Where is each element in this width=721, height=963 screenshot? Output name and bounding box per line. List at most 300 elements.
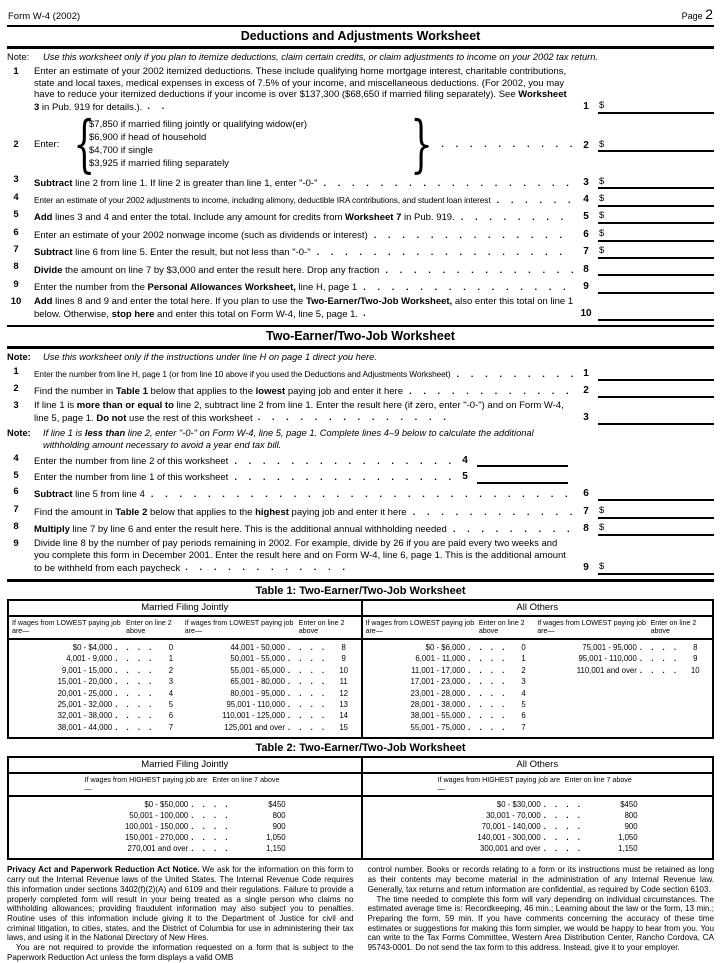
dot-leader [115, 710, 154, 721]
dot-leader [413, 507, 574, 519]
dot-leader [288, 676, 327, 687]
line-entry [453, 470, 568, 484]
dw-line-2-amount-field[interactable] [598, 137, 714, 152]
dw-line-7 [7, 244, 714, 259]
wage-range: 55,001 - 75,000 [410, 722, 466, 732]
spacer [366, 776, 438, 793]
wage-range: 50,001 - 55,000 [230, 654, 285, 664]
dot-leader [468, 710, 507, 721]
line-number: 3 [13, 400, 19, 412]
table-row [12, 710, 185, 721]
table1-others-header: All Others [363, 601, 713, 617]
privacy-right-column [368, 865, 715, 962]
table-row [12, 699, 185, 710]
te-line-7-amount-field[interactable] [598, 504, 714, 519]
dw-line-3 [7, 174, 714, 189]
table2-married-filing-jointly [9, 758, 361, 858]
table1-column-headers [363, 617, 713, 640]
line-entry [453, 453, 568, 467]
entry-line-number: 7 [583, 505, 589, 517]
wages-column-header: If wages from HIGHEST paying job are— [84, 776, 208, 793]
table-row [363, 832, 713, 843]
line-entry [574, 504, 714, 519]
dollar-sign: $ [599, 504, 605, 516]
dw-line-3-amount-field[interactable] [598, 174, 714, 189]
table-row [185, 699, 358, 710]
dw-line-9-value-field[interactable] [598, 279, 714, 294]
dot-leader [115, 722, 154, 733]
te-line-6 [7, 486, 714, 501]
allowance-value: 1 [168, 654, 174, 664]
dw-line-4 [7, 192, 714, 207]
line-entry [574, 137, 714, 152]
table-row [12, 642, 185, 653]
table-row [185, 710, 358, 721]
dw-line-9 [7, 279, 714, 294]
dot-leader [115, 653, 154, 664]
line-number: 9 [13, 538, 19, 550]
line-text: Find the number in Table 1 below that applies to the lowest paying job and enter it here . . . [25, 386, 574, 398]
wage-range: 15,001 - 20,000 [57, 677, 113, 687]
entry-line-number: 1 [583, 367, 589, 379]
withholding-amount: 1,150 [618, 844, 638, 854]
dollar-sign: $ [599, 210, 605, 222]
line-text: Subtract line 6 from line 5. Enter the result, but not less than "-0-" . . . [25, 247, 574, 259]
dot-leader [427, 139, 574, 149]
wage-range: 32,001 - 38,000 [57, 711, 113, 721]
allowance-value: 4 [521, 688, 526, 698]
dot-leader [115, 699, 154, 710]
wage-range: 6,001 - 11,000 [415, 654, 466, 664]
line-entry [574, 227, 714, 242]
wages-column-header: If wages from HIGHEST paying job are— [437, 776, 561, 793]
allowance-value: 3 [521, 677, 526, 687]
table-row [537, 665, 709, 676]
table-row [12, 688, 185, 699]
dollar-sign: $ [599, 138, 605, 150]
wage-range: 65,001 - 80,000 [230, 677, 285, 687]
entry-line-number: 1 [583, 101, 589, 113]
allowance-value: 2 [168, 665, 174, 675]
enter-column-header: Enter on line 7 above [564, 776, 632, 785]
table2-column-headers [9, 774, 361, 797]
privacy-paragraph: Privacy Act and Paperwork Reduction Act Notice. We ask for the information on this form to carry out the Internal Revenue laws of the United States. The Internal Revenue Code requires this information under sections 3402(f)(2)(A) and 6109 and their regulations. Failure to provide a properly completed form will result in your being treated as a single person who claims no withholding allowances; providing fraudulent information may also subject you to penalties. Routine uses of this information include giving it to the Department of Justice for civil and criminal litigation, to cities, states, and the District of Columbia for use in administering their tax laws, and using it in the National Directory of New Hires. [7, 865, 354, 943]
allowance-value: 4 [168, 688, 174, 698]
spacer [12, 776, 85, 793]
te-line-2-value-field[interactable] [598, 383, 714, 398]
two-earner-note [7, 352, 714, 364]
table-row [9, 821, 361, 832]
dot-leader [288, 699, 327, 710]
dot-leader [468, 722, 507, 733]
wage-range: 55,001 - 65,000 [230, 665, 285, 675]
te-line-6-value-field[interactable] [598, 486, 714, 501]
allowance-value: 7 [521, 722, 526, 732]
table-row [185, 676, 358, 687]
table-row [12, 676, 185, 687]
te-line-9-amount-field[interactable] [598, 560, 714, 575]
table1 [7, 599, 714, 739]
line-entry [574, 192, 714, 207]
line-number: 10 [10, 296, 22, 308]
allowance-value: 2 [521, 665, 526, 675]
line-entry [574, 486, 714, 501]
table-row [537, 642, 709, 653]
deductions-worksheet-title: Deductions and Adjustments Worksheet [7, 25, 714, 49]
enter-column-header: Enter on line 2 above [126, 618, 172, 636]
dw-line-1 [7, 66, 714, 114]
entry-line-number: 6 [583, 488, 589, 500]
entry-line-number: 8 [583, 263, 589, 275]
two-earner-worksheet-title: Two-Earner/Two-Job Worksheet [7, 325, 714, 349]
table-row [185, 642, 358, 653]
line-text: Add lines 3 and 4 and enter the total. Include any amount for credits from Worksheet 7 in Pub. 919. . . . [25, 212, 574, 224]
table1-others-col2 [537, 642, 709, 733]
withholding-amount: 900 [272, 822, 286, 832]
wage-range: 38,001 - 55,000 [410, 711, 466, 721]
dw-line-8 [7, 261, 714, 276]
table1-mfj-body [9, 640, 361, 737]
wage-range: 4,001 - 9,000 [66, 654, 113, 664]
table2-others-body [363, 797, 713, 858]
dot-leader [544, 832, 582, 843]
dot-leader [468, 688, 507, 699]
wage-range: $0 - $30,000 [496, 800, 541, 810]
privacy-left-column [7, 865, 354, 962]
table-row [363, 810, 713, 821]
table-row [366, 642, 538, 653]
withholding-amount: $450 [268, 800, 286, 810]
dot-leader [468, 665, 507, 676]
allowance-value: 13 [339, 700, 349, 710]
line-text: Enter an estimate of your 2002 nonwage income (such as dividends or interest) . . . [25, 230, 574, 242]
line-number: 8 [13, 261, 19, 273]
line-text: Multiply line 7 by line 6 and enter the result here. This is the additional annual withholding needed . . . [25, 524, 574, 536]
dot-leader [288, 665, 327, 676]
dollar-sign: $ [599, 193, 605, 205]
table2-mfj-body [9, 797, 361, 858]
dollar-sign: $ [599, 561, 605, 572]
dot-leader [191, 799, 230, 810]
dot-leader [385, 265, 574, 277]
dot-leader [468, 676, 507, 687]
line-text: Enter an estimate of your 2002 adjustments to income, including alimony, deductible IRA contributions, and student loan interest . . . [25, 195, 574, 207]
table1-married-filing-jointly [9, 601, 361, 737]
line-number: 6 [13, 486, 19, 498]
allowance-value: 10 [339, 665, 349, 675]
dot-leader [409, 386, 574, 398]
left-brace: { [73, 107, 96, 181]
table-row [185, 688, 358, 699]
dot-leader [115, 688, 154, 699]
wage-range: 38,001 - 44,000 [57, 722, 113, 732]
dot-leader [544, 810, 582, 821]
dot-leader [115, 676, 154, 687]
wage-range: 17,001 - 23,000 [410, 677, 466, 687]
dot-leader [288, 642, 327, 653]
line-entry [574, 383, 714, 398]
wage-range: 44,001 - 50,000 [230, 642, 285, 652]
wage-range: 9,001 - 15,000 [61, 665, 113, 675]
dot-leader [453, 524, 574, 536]
dot-leader [288, 710, 327, 721]
wage-range: $0 - $4,000 [72, 642, 113, 652]
wage-range: 100,001 - 150,000 [124, 822, 189, 832]
entry-line-number: 10 [580, 308, 592, 319]
dot-leader [468, 653, 507, 664]
allowance-value: 11 [339, 677, 348, 687]
table-row [537, 653, 709, 664]
line-number: 4 [13, 453, 19, 465]
privacy-paragraph: control number. Books or records relating to a form or its instructions must be retained as long as their contents may become material in the administration of any Internal Revenue law. Generally, tax returns and return information are confidential, as required by Code section 6103. [367, 865, 714, 894]
table-row [366, 688, 538, 699]
table1-mfj-col2 [185, 642, 358, 733]
dw-line-2 [7, 107, 714, 181]
dollar-sign: $ [599, 175, 605, 187]
privacy-act-notice [7, 865, 714, 962]
wage-range: 270,001 and over [127, 844, 189, 854]
table-row [366, 676, 538, 687]
wages-column-header: If wages from LOWEST paying job are— [537, 618, 646, 636]
line-number: 1 [13, 365, 19, 377]
page-header [7, 4, 714, 25]
allowance-value: 1 [521, 654, 526, 664]
dot-leader [468, 699, 507, 710]
dot-leader [185, 562, 355, 572]
line-text: If line 1 is more than or equal to line 2, subtract line 2 from line 1. Enter the result here (if zero, enter "-0-") and on Form W-4, line 5, page 1. Do not use the rest of this worksheet . . . [25, 400, 574, 425]
wages-column-header: If wages from LOWEST paying job are— [365, 618, 475, 636]
dot-leader [147, 101, 173, 111]
dot-leader [457, 369, 574, 381]
line-entry [574, 244, 714, 259]
withholding-amount: 900 [624, 822, 638, 832]
allowance-value: 5 [521, 700, 526, 710]
table2-mfj-header: Married Filing Jointly [9, 758, 361, 774]
table-row [185, 722, 358, 733]
table2 [7, 756, 714, 860]
table1-column-headers [9, 617, 361, 640]
dot-leader [544, 843, 582, 854]
te-line-9 [7, 538, 714, 574]
allowance-value: 5 [168, 700, 174, 710]
dot-leader [317, 247, 574, 259]
table-row [12, 722, 185, 733]
dot-leader [497, 195, 574, 207]
entry-line-number: 9 [583, 281, 589, 293]
table1-others-body [363, 640, 713, 737]
wage-range: 23,001 - 28,000 [410, 688, 466, 698]
dw-line-5 [7, 209, 714, 224]
table2-column-headers [363, 774, 713, 797]
note-label: Note: [7, 351, 31, 362]
dot-leader [640, 642, 679, 653]
entry-line-number: 9 [583, 562, 589, 573]
withholding-amount: 1,150 [266, 844, 286, 854]
line-number: 4 [13, 191, 19, 203]
line-entry [574, 306, 714, 321]
dw-line-10-value-field[interactable] [598, 306, 714, 321]
line-text: Enter the number from the Personal Allowances Worksheet, line H, page 1 . . . [25, 282, 574, 294]
table2-all-others [361, 758, 713, 858]
table-row [9, 832, 361, 843]
dw-line-10 [7, 296, 714, 321]
allowance-value: 6 [521, 711, 526, 721]
filing-status-amount: $7,850 if married filing jointly or qualifying widow(er) [89, 118, 308, 130]
te-line-3 [7, 400, 714, 425]
dot-leader [461, 212, 574, 224]
allowance-value: 7 [168, 722, 174, 732]
allowance-value: 6 [168, 711, 174, 721]
dot-leader [258, 412, 448, 422]
dot-leader [151, 489, 574, 501]
entry-line-number: 2 [583, 139, 589, 151]
line-number: 9 [13, 278, 19, 290]
te-line-5-value-field[interactable] [477, 470, 568, 484]
enter-column-header: Enter on line 2 above [478, 618, 525, 636]
wage-range: 30,001 - 70,000 [486, 811, 541, 821]
table1-all-others [361, 601, 713, 737]
line-text: Divide line 8 by the number of pay periods remaining in 2002. For example, divide by 26 if you are paid every two weeks and you complete this form in December 2001. Enter the result here and on Form W-4, line 6, page 1. This is the additional amount to be withheld from each paycheck . . . [25, 538, 574, 574]
filing-status-amount: $4,700 if single [89, 145, 153, 157]
line-text: Subtract line 2 from line 1. If line 2 is greater than line 1, enter "-0-" . . . [25, 178, 574, 190]
dw-line-6 [7, 227, 714, 242]
line-number: 2 [13, 138, 19, 150]
table2-title: Table 2: Two-Earner/Two-Job Worksheet [255, 742, 466, 755]
table1-title: Table 1: Two-Earner/Two-Job Worksheet [255, 584, 466, 597]
entry-line-number: 5 [583, 211, 589, 223]
dot-leader [374, 230, 574, 242]
te-line-8 [7, 521, 714, 536]
note-text: Use this worksheet only if you plan to itemize deductions, claim certain credits, or claim adjustments to income on your 2002 tax return. [43, 52, 598, 62]
dot-leader [323, 178, 574, 190]
allowance-value: 15 [339, 722, 349, 732]
dollar-sign: $ [599, 245, 605, 257]
line-text: Enter the number from line 1 of this worksheet . . . [25, 472, 453, 484]
wage-range: $0 - $6,000 [425, 642, 466, 652]
wage-range: 28,001 - 38,000 [410, 700, 466, 710]
wage-range: 125,001 and over [224, 722, 285, 732]
note-text: Use this worksheet only if the instructions under line H on page 1 direct you here. [43, 351, 377, 362]
dot-leader [544, 821, 582, 832]
filing-status-amounts [85, 118, 407, 171]
dot-leader [191, 832, 230, 843]
table-row [9, 843, 361, 854]
table-row [366, 665, 538, 676]
dw-line-6-amount-field[interactable] [598, 227, 714, 242]
allowance-value: 9 [341, 654, 346, 664]
dollar-sign: $ [599, 522, 605, 534]
entry-line-number: 4 [462, 454, 468, 466]
dw-line-4-amount-field[interactable] [598, 192, 714, 207]
table1-mfj-header: Married Filing Jointly [9, 601, 361, 617]
line-text: Find the amount in Table 2 below that applies to the highest paying job and enter it here . . . [25, 507, 574, 519]
te-line-2 [7, 383, 714, 398]
wage-range: 110,001 - 125,000 [222, 711, 285, 721]
filing-status-amount: $6,900 if head of household [89, 131, 207, 143]
dw-line-5-amount-field[interactable] [598, 209, 714, 224]
wage-range: 150,001 - 270,000 [124, 833, 189, 843]
line-text: Enter the number from line H, page 1 (or from line 10 above if you used the Deductions and Adjustments Worksheet) . . . [25, 369, 574, 381]
wage-range: 25,001 - 32,000 [57, 700, 113, 710]
dollar-sign: $ [599, 227, 605, 239]
dw-line-8-value-field[interactable] [598, 261, 714, 276]
wage-range: 110,001 and over [576, 665, 637, 675]
allowance-value: 9 [693, 654, 698, 664]
table-row [9, 810, 361, 821]
table-row [366, 722, 538, 733]
dot-leader [288, 722, 327, 733]
form-id: Form W-4 (2002) [8, 11, 81, 22]
te-line-1 [7, 366, 714, 381]
line-number: 2 [13, 383, 19, 395]
table-row [185, 665, 358, 676]
table2-others-header: All Others [363, 758, 713, 774]
wage-range: $0 - $50,000 [144, 800, 189, 810]
te-line-8-amount-field[interactable] [598, 521, 714, 536]
line-text: Divide the amount on line 7 by $3,000 and enter the result here. Drop any fraction . . . [25, 265, 574, 277]
two-earner-note-2 [7, 428, 714, 451]
line-entry [574, 209, 714, 224]
filing-status-amount: $3,925 if married filing separately [89, 158, 229, 170]
privacy-paragraph: You are not required to provide the information requested on a form that is subject to the Paperwork Reduction Act unless the form displays a valid OMB [7, 943, 354, 962]
table-row [366, 653, 538, 664]
withholding-amount: 800 [624, 811, 638, 821]
wage-range: 75,001 - 95,000 [582, 642, 637, 652]
wage-range: 300,001 and over [480, 844, 541, 854]
deductions-note [7, 52, 714, 64]
dw-line-7-amount-field[interactable] [598, 244, 714, 259]
line-entry [574, 560, 714, 575]
wage-range: 20,001 - 25,000 [57, 688, 113, 698]
dw-line-1-amount-field[interactable] [598, 99, 714, 114]
line-text: Enter an estimate of your 2002 itemized deductions. These include qualifying home mortgage interest, charitable contributions, state and local taxes, medical expenses in excess of 7.5% of your income, and miscellaneous deductions. (For 2002, you may have to reduce your itemized deductions if your income is over $137,300 ($68,650 if married filing separately). See Worksheet 3 in Pub. 919 for details.). . . . [25, 66, 574, 114]
allowance-value: 3 [168, 677, 174, 687]
withholding-amount: $450 [620, 800, 638, 810]
dot-leader [191, 810, 230, 821]
wage-range: 95,001 - 110,000 [226, 700, 285, 710]
line-text: Add lines 8 and 9 and enter the total here. If you plan to use the Two-Earner/Two-Job Worksheet, also enter this total on line 1 below. Otherwise, stop here and enter this total on Form W-4, line 5, page 1. . . . [25, 296, 574, 321]
dot-leader [363, 308, 377, 318]
line-entry [574, 99, 714, 114]
line-number: 7 [13, 244, 19, 256]
allowance-value: 12 [339, 688, 349, 698]
entry-line-number: 7 [583, 246, 589, 258]
table-row [12, 653, 185, 664]
wage-range: 95,001 - 110,000 [578, 654, 637, 664]
page-number: Page 2 [681, 6, 713, 22]
te-line-5 [7, 470, 714, 484]
wage-range: 70,001 - 140,000 [481, 822, 541, 832]
te-line-4-value-field[interactable] [477, 453, 568, 467]
dot-leader [468, 642, 507, 653]
table-row [12, 665, 185, 676]
enter-column-header: Enter on line 7 above [212, 776, 280, 785]
line-entry [574, 366, 714, 381]
section-divider [7, 579, 714, 582]
table-row [366, 710, 538, 721]
table1-mfj-col1 [12, 642, 185, 733]
dollar-sign: $ [599, 100, 605, 112]
te-line-4 [7, 453, 714, 467]
table-row [366, 699, 538, 710]
enter-label: Enter: [34, 138, 60, 150]
te-line-3-value-field[interactable] [598, 410, 714, 425]
enter-column-header: Enter on line 2 above [650, 618, 697, 636]
entry-line-number: 3 [583, 176, 589, 188]
note-label: Note: [7, 428, 31, 439]
line-entry [574, 279, 714, 294]
te-line-1-value-field[interactable] [598, 366, 714, 381]
